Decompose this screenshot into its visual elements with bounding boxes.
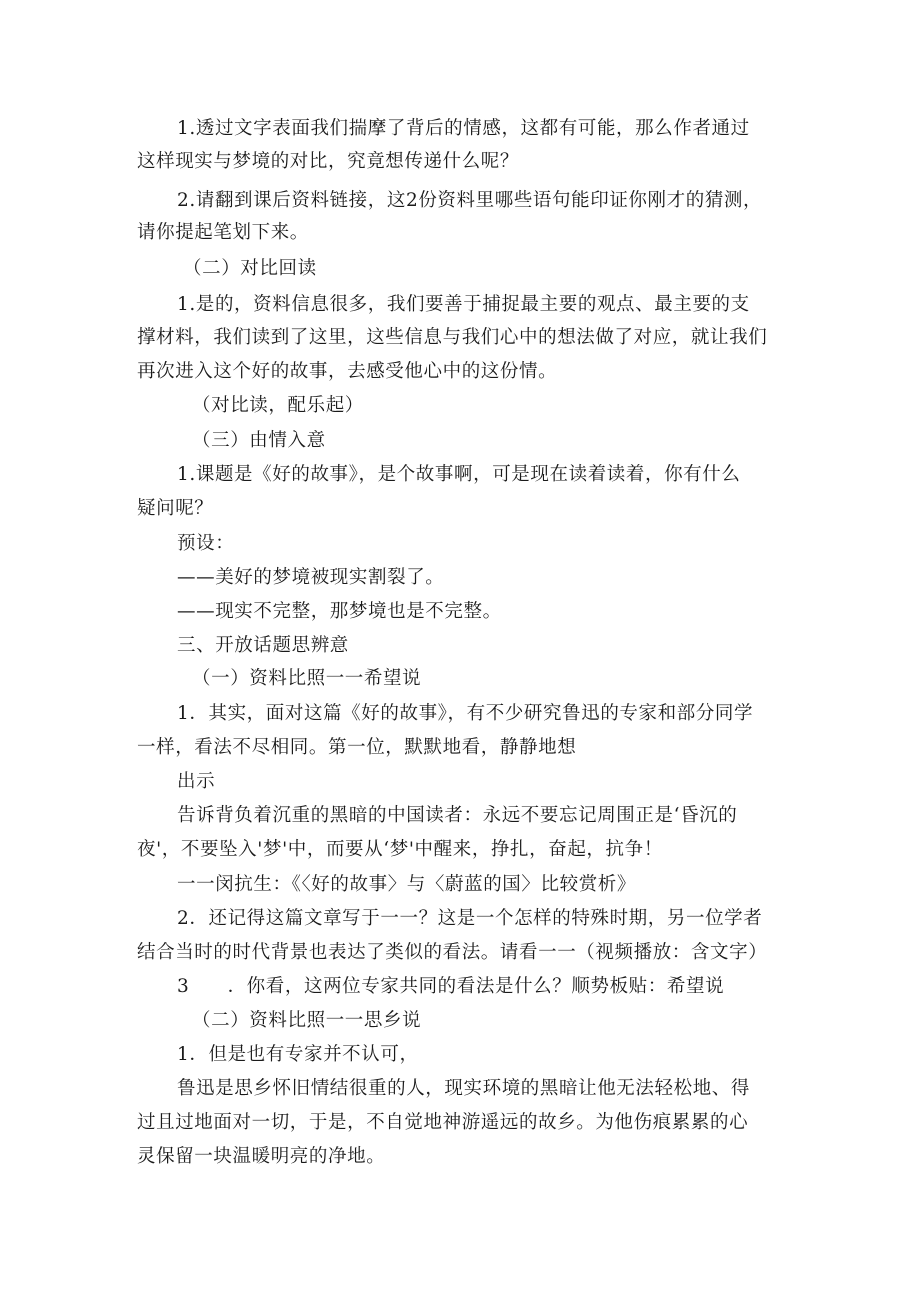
paragraph-line: 2．还记得这篇文章写于一一？这是一个怎样的特殊时期，另一位学者 <box>177 908 763 929</box>
paragraph-line: 3 ．你看，这两位专家共同的看法是什么？顺势板贴：希望说 <box>177 976 725 997</box>
paragraph-line: 1.是的，资料信息很多，我们要善于捕捉最主要的观点、最主要的支 <box>177 294 750 315</box>
paragraph-line: 一样，看法不尽相同。第一位，默默地看，静静地想 <box>137 737 577 758</box>
paragraph-line: 疑问呢？ <box>137 498 214 519</box>
paragraph-line: 1．但是也有专家并不认可， <box>177 1044 419 1065</box>
section-heading: （一）资料比照一一希望说 <box>192 668 422 689</box>
paragraph-line: 过且过地面对一切，于是，不自觉地神游遥远的故乡。为他伤痕累累的心 <box>137 1112 749 1133</box>
paragraph-line: 鲁迅是思乡怀旧情结很重的人，现实环境的黑暗让他无法轻松地、得 <box>177 1078 751 1099</box>
quote-line: 夜'，不要坠入'梦'中，而要从‘梦'中醒来，挣扎，奋起，抗争！ <box>137 839 663 860</box>
paragraph-line: 1.透过文字表面我们揣摩了背后的情感，这都有可能，那么作者通过 <box>177 118 750 139</box>
section-heading: （三）由情入意 <box>192 430 326 451</box>
paragraph-line: 出示 <box>177 771 216 792</box>
paragraph-line: 请你提起笔划下来。 <box>137 222 309 243</box>
paragraph-line: 1.课题是《好的故事》，是个故事啊，可是现在读着读着，你有什么 <box>177 464 741 485</box>
section-heading: （二）对比回读 <box>183 258 317 279</box>
paragraph-line: 2.请翻到课后资料链接，这2份资料里哪些语句能印证你刚才的猜测， <box>177 190 763 211</box>
quote-line: 告诉背负着沉重的黑暗的中国读者：永远不要忘记周围正是‘昏沉的 <box>177 805 738 826</box>
paragraph-line: 再次进入这个好的故事，去感受他心中的这份情。 <box>137 361 558 382</box>
section-heading: （二）资料比照一一思乡说 <box>192 1010 422 1031</box>
stage-direction: （对比读，配乐起） <box>192 395 364 416</box>
paragraph-line: ——现实不完整，那梦境也是不完整。 <box>177 601 502 622</box>
paragraph-line: 预设： <box>177 533 235 554</box>
paragraph-line: 撑材料，我们读到了这里，这些信息与我们心中的想法做了对应，就让我们 <box>137 327 768 348</box>
paragraph-line: 灵保留一块温暖明亮的净地。 <box>137 1146 386 1167</box>
section-heading: 三、开放话题思辨意 <box>177 635 349 656</box>
citation-line: 一一闵抗生：《〈好的故事〉与〈蔚蓝的国〉比较赏析》 <box>177 874 637 895</box>
paragraph-line: 1．其实，面对这篇《好的故事》，有不少研究鲁迅的专家和部分同学 <box>177 703 754 724</box>
paragraph-line: 这样现实与梦境的对比，究竟想传递什么呢？ <box>137 151 520 172</box>
paragraph-line: 结合当时的时代背景也表达了类似的看法。请看一一（视频播放：含文字） <box>137 942 768 963</box>
paragraph-line: ——美好的梦境被现实割裂了。 <box>177 567 445 588</box>
